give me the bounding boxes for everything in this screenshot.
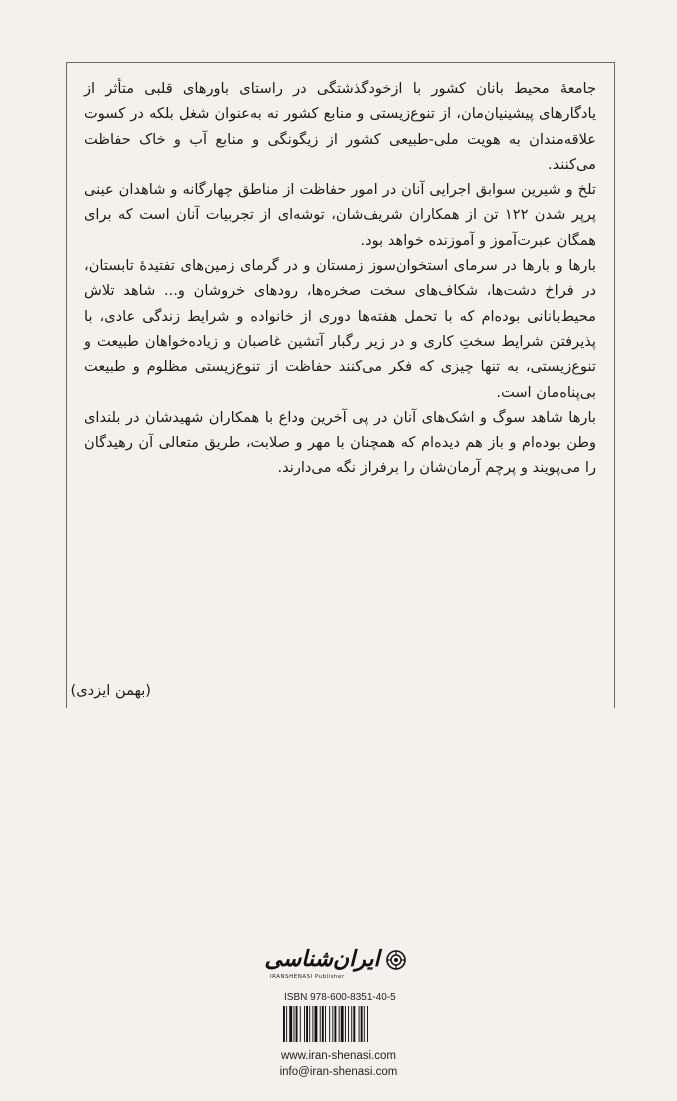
isbn-number: ISBN 978-600-8351-40-5 xyxy=(284,992,396,1003)
isbn-barcode xyxy=(283,1006,397,1042)
paragraph-2: تلخ و شیرین سوابق اجرایی آنان در امور حفاظت از مناطق چهارگانه و شاهدان عینی پرپر شدن ۱۲۲ تن از همکاران شریف‌شان، توشه‌ای از تجربیات آنان است که برای همگان عبرت‌آموز و آموزنده خواهد بود. xyxy=(84,181,596,249)
paragraph-1: جامعهٔ محیط بانان کشور با ازخودگذشتگی در راستای باورهای قلبی متأثر از یادگارهای پیشینیان‌مان، از تنوع‌زیستی و منابع کشور نه به‌عنوان شغل بلکه در کسوت علاقه‌مندان به هویت ملی-طبیعی کشور از زیگونگی و منابع آب و خاک حفاظت می‌کنند. xyxy=(84,80,596,173)
author-signature: (بهمن ایزدی) xyxy=(70,682,151,699)
publisher-emblem-icon xyxy=(386,950,406,970)
paragraph-4: بارها شاهد سوگ و اشک‌های آنان در پی آخرین وداع با همکاران شهیدشان در بلندای وطن بوده‌ام و باز هم دیده‌ام که همچنان با مهر و صلابت، طریق متعالی آن رهیدگان را می‌پویند و پرچم آرمان‌شان را برفراز نگه می‌دارند. xyxy=(84,408,596,477)
publisher-logo xyxy=(260,944,420,990)
publisher-logo-subtitle: IRANSHENASI Publisher xyxy=(270,974,345,980)
paragraph-3: بارها و بارها در سرمای استخوان‌سوز زمستان و در گرمای زمین‌های تفتیدهٔ تابستان، در فراخ دشت‌ها، شکاف‌های سخت صخره‌ها، رودهای خروشان و... شاهد تلاش محیط‌بانانی بوده‌ام که با تحمل هفته‌ها دوری از خانواده و شرایط زندگی عادی، با پذیرفتن شرایط سختِ کاری و در زیر رگبار آتشین غاصبان و زیاده‌خواهان طبیعت و تنوع‌زیستی، به تنها چیزی که فکر می‌کنند حفاظت از تنوع‌زیستی مظلوم و طبیعت بی‌پناه‌مان است. xyxy=(84,257,596,401)
email-address: info@iran-shenasi.com xyxy=(279,1066,398,1078)
body-text xyxy=(84,76,596,481)
website-url: www.iran-shenasi.com xyxy=(280,1050,397,1062)
publisher-logo-text: ایران‌شناسی xyxy=(264,946,380,972)
